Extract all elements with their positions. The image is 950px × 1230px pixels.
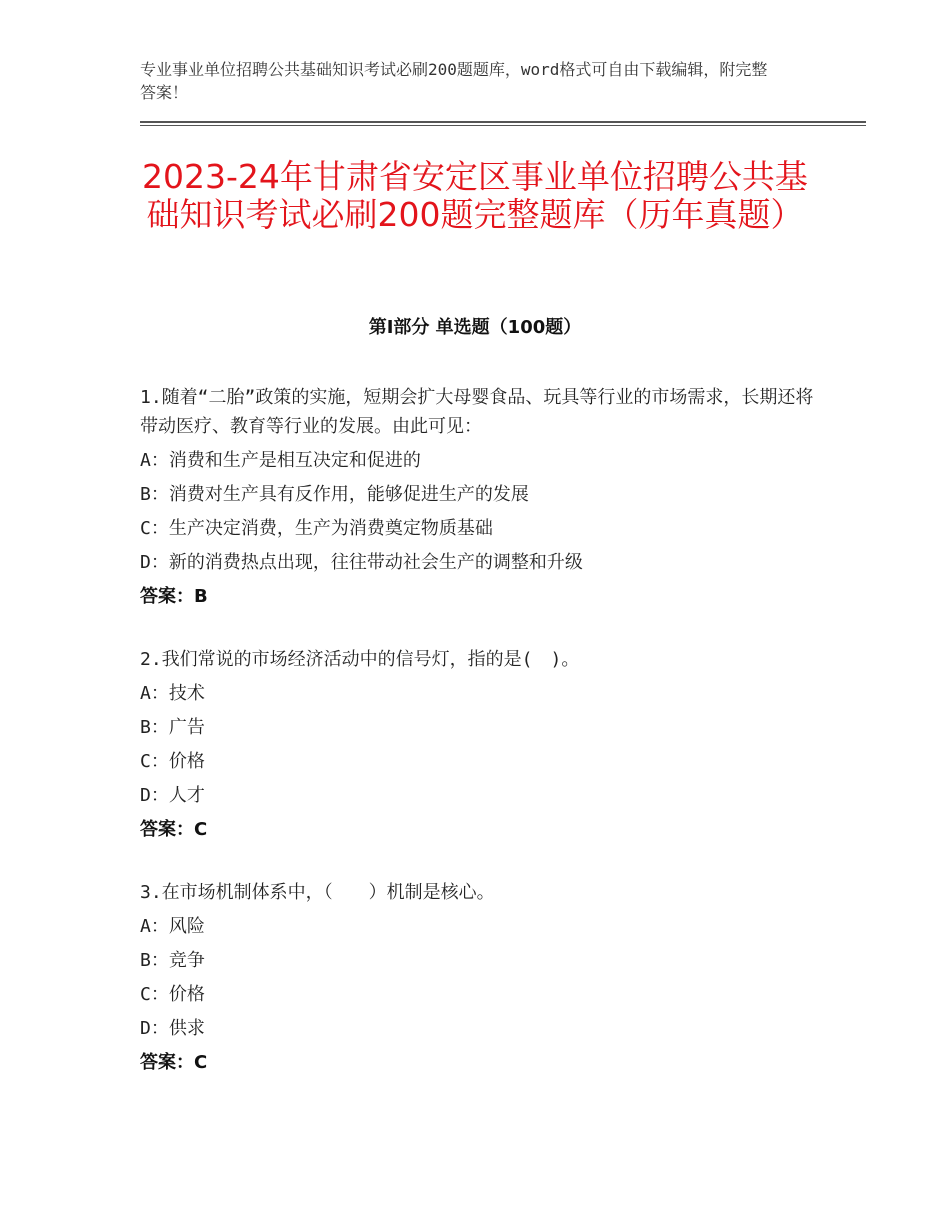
question-stem: 1.随着“二胎”政策的实施，短期会扩大母婴食品、玩具等行业的市场需求，长期还将带动医疗、教育等行业的发展。由此可见： [140,387,814,437]
option-a: A：消费和生产是相互决定和促进的 [140,450,421,471]
header-note: 专业事业单位招聘公共基础知识考试必刷200题题库，word格式可自由下载编辑，附完整答案！ [140,60,768,102]
document-title: 2023-24年甘肃省安定区事业单位招聘公共基础知识考试必刷200题完整题库（历年真题） [142,157,808,234]
option-c: C：价格 [140,751,205,772]
section-heading: 第Ⅰ部分 单选题（100题） [368,317,582,338]
header-divider [140,121,866,126]
option-c: C：价格 [140,984,205,1005]
question-list [140,383,820,1111]
answer: 答案：C [140,1052,208,1073]
answer: 答案：B [140,586,208,607]
option-a: A：风险 [140,916,205,937]
option-b: B：广告 [140,717,205,738]
option-b: B：竞争 [140,950,205,971]
question-stem: 2.我们常说的市场经济活动中的信号灯，指的是( )。 [140,649,580,670]
option-d: D：人才 [140,785,205,806]
option-c: C：生产决定消费，生产为消费奠定物质基础 [140,518,493,539]
question-1 [140,383,820,611]
option-d: D：新的消费热点出现，往往带动社会生产的调整和升级 [140,552,583,573]
option-d: D：供求 [140,1018,205,1039]
question-3 [140,878,820,1077]
option-b: B：消费对生产具有反作用，能够促进生产的发展 [140,484,529,505]
option-a: A：技术 [140,683,205,704]
question-stem: 3.在市场机制体系中，（ ）机制是核心。 [140,882,495,903]
answer: 答案：C [140,819,208,840]
question-2 [140,645,820,844]
